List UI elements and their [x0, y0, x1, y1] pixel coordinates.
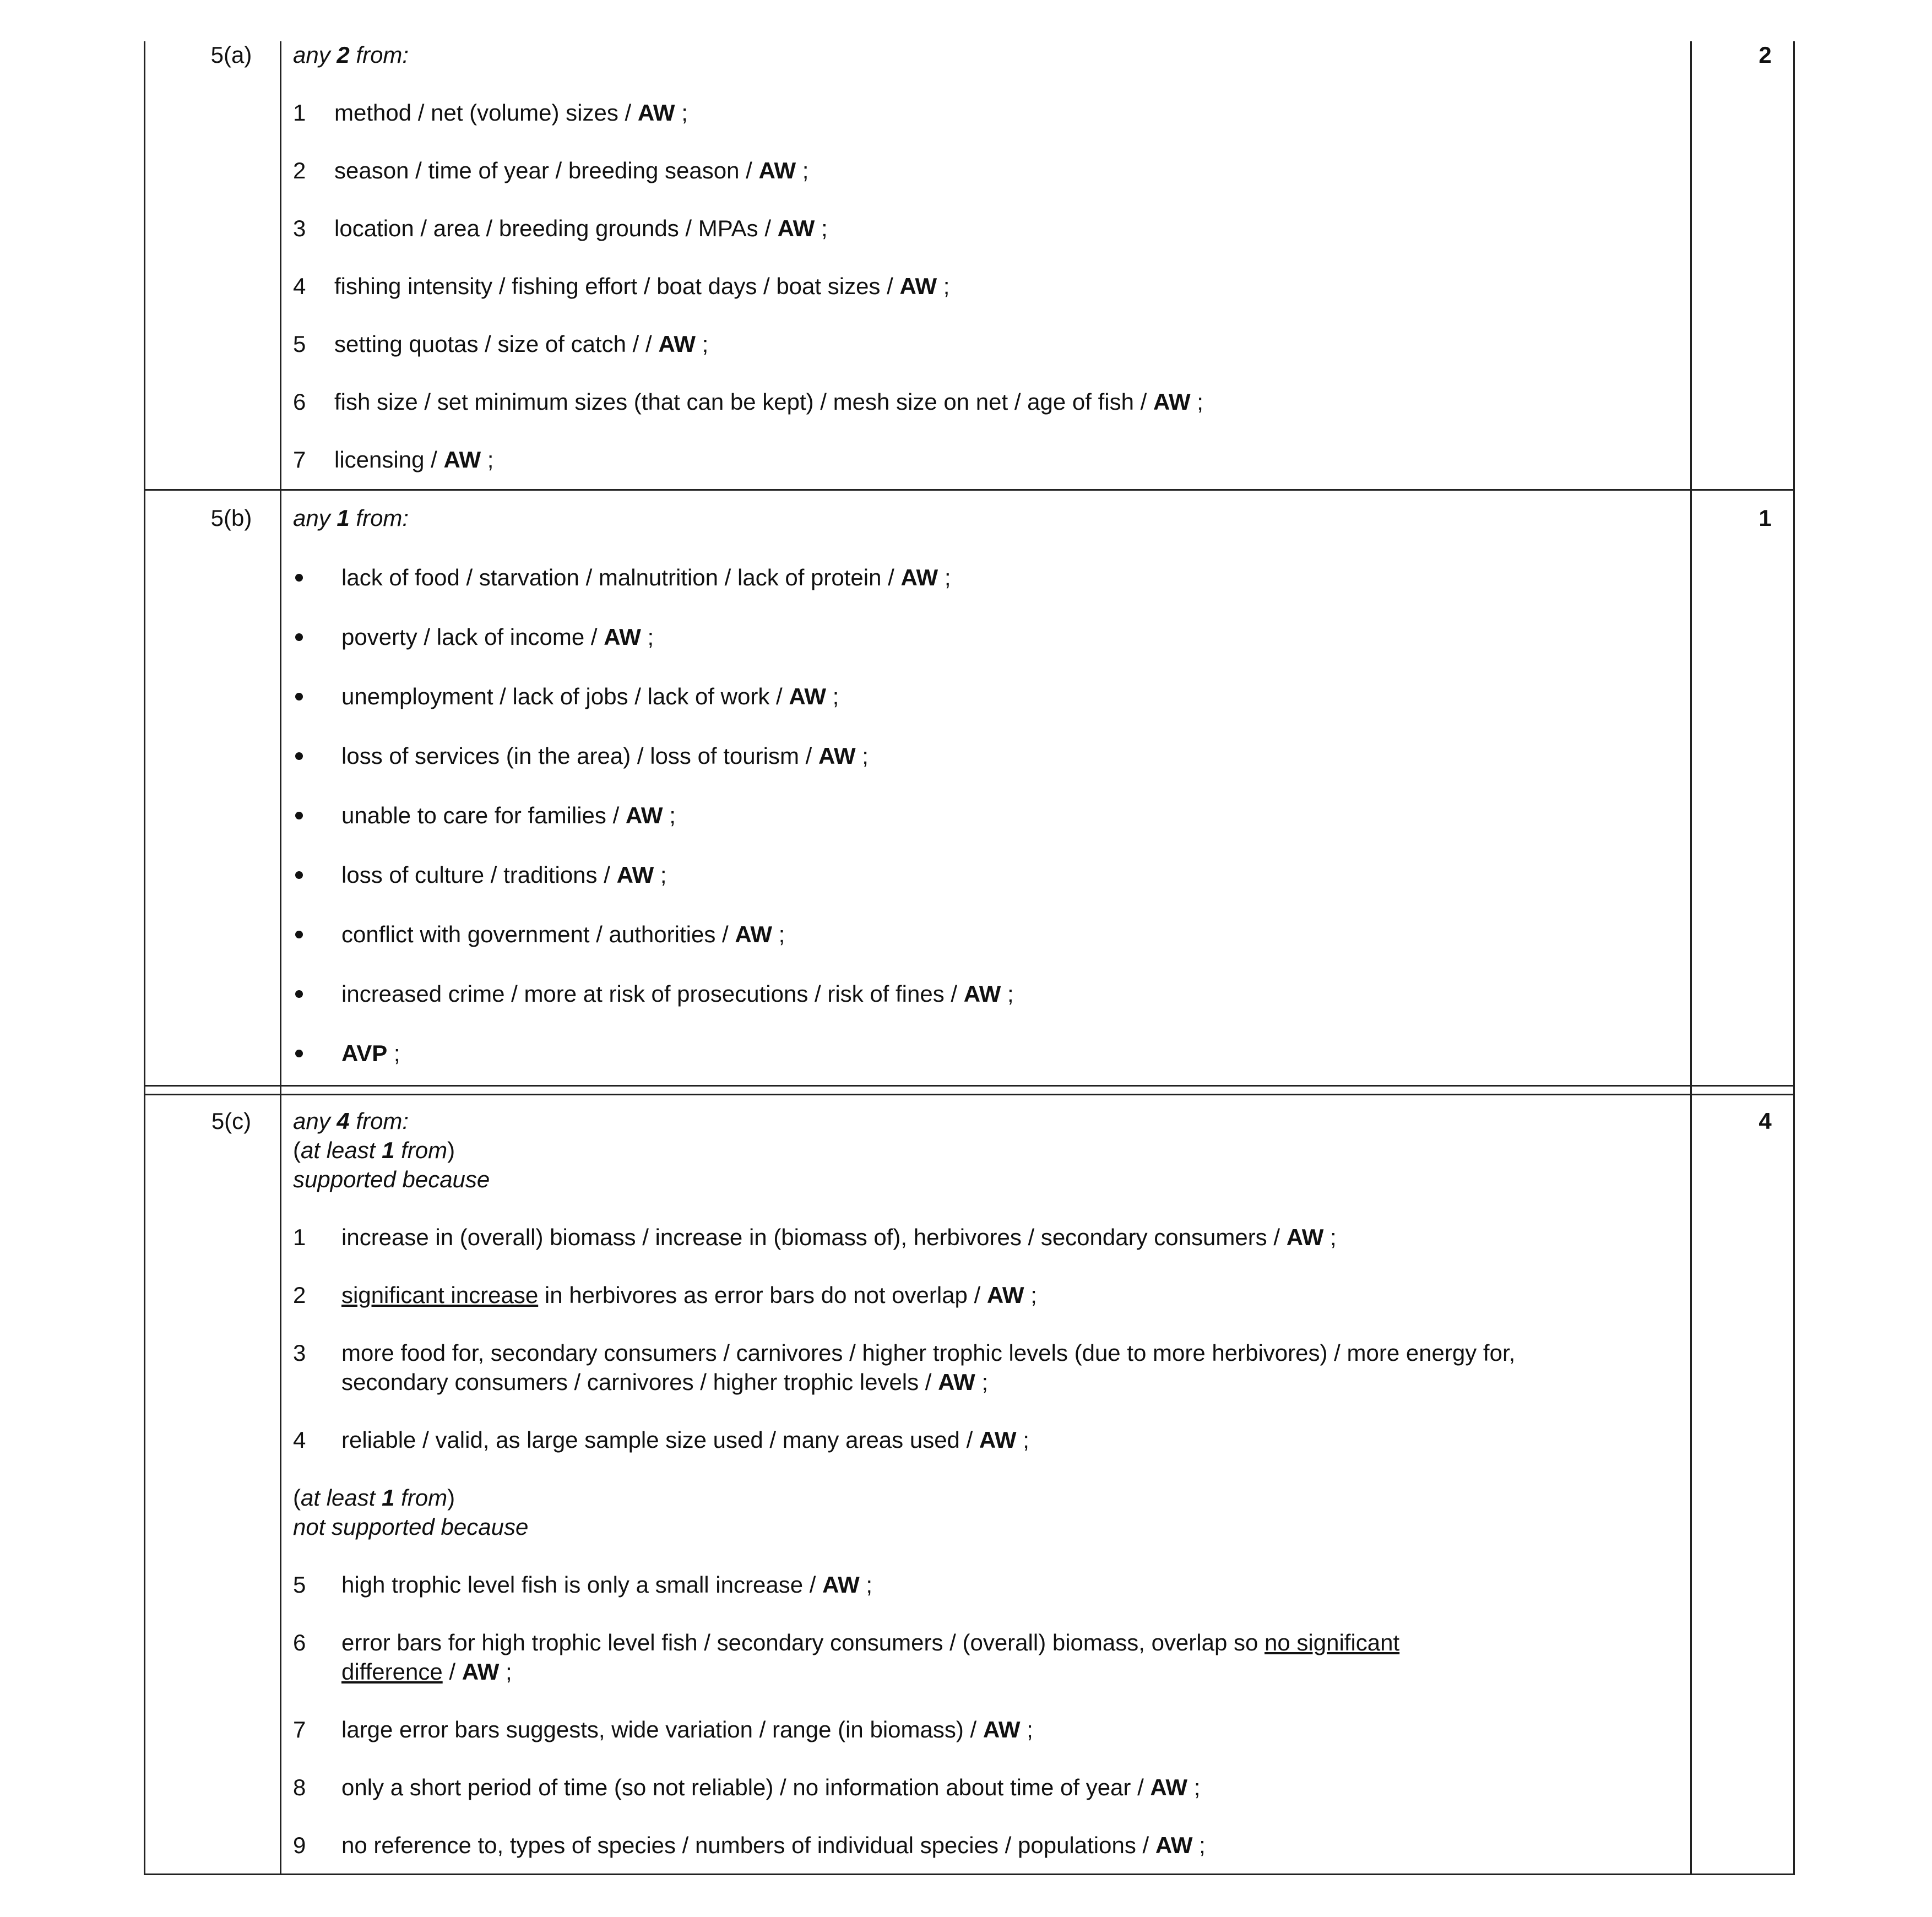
- subheader-condition: (at least 1 from): [293, 1485, 455, 1511]
- subheader-label: supported because: [293, 1166, 490, 1192]
- bullet-icon: [295, 752, 303, 760]
- table-question-divider: [280, 41, 281, 1875]
- row-divider-b-c-1: [144, 1085, 1795, 1087]
- table-right-border: [1793, 41, 1795, 1875]
- bullet-icon: [295, 990, 303, 998]
- instruction-header: any 1 from:: [293, 505, 409, 531]
- instruction-header: any 2 from:: [293, 42, 409, 68]
- marks-value: 1: [1759, 505, 1772, 531]
- bullet-icon: [295, 871, 303, 879]
- question-number: 5(a): [210, 42, 252, 68]
- bullet-icon: [295, 931, 303, 938]
- bullet-icon: [295, 1050, 303, 1057]
- question-number: 5(c): [211, 1108, 252, 1134]
- subheader-condition: (at least 1 from): [293, 1137, 455, 1163]
- bullet-icon: [295, 633, 303, 641]
- bullet-icon: [295, 693, 303, 700]
- marks-value: 4: [1759, 1108, 1772, 1134]
- table-marks-divider: [1690, 41, 1692, 1875]
- table-left-border: [144, 41, 145, 1875]
- marks-value: 2: [1759, 42, 1772, 68]
- row-divider-b-c-2: [144, 1094, 1795, 1095]
- instruction-header: any 4 from:: [293, 1108, 409, 1134]
- bullet-icon: [295, 812, 303, 819]
- row-divider-a-b: [144, 489, 1795, 491]
- question-number: 5(b): [210, 505, 252, 531]
- bullet-icon: [295, 574, 303, 582]
- table-bottom-border: [144, 1873, 1795, 1875]
- subheader-label: not supported because: [293, 1514, 529, 1540]
